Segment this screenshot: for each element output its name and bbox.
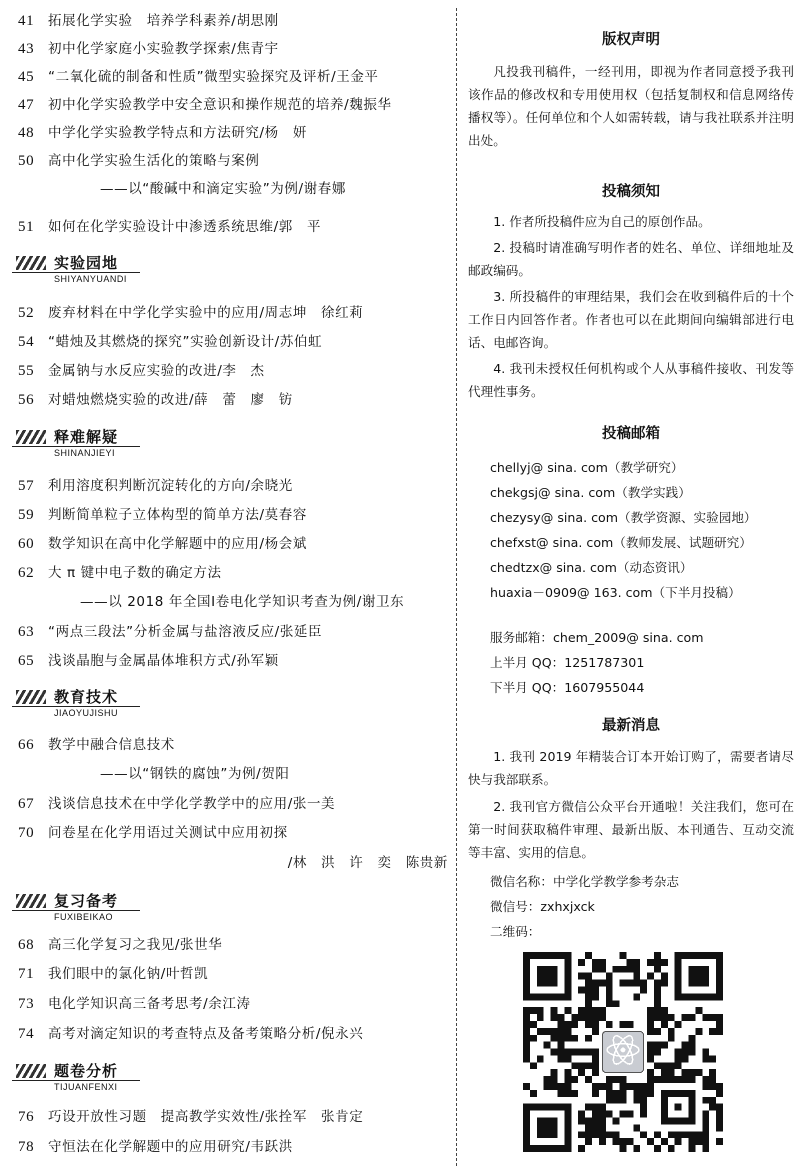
toc-authors: /林 洪 许 奕 陈贵新	[287, 855, 448, 871]
toc-item[interactable]: 73 电化学知识高三备考思考/余江涛	[18, 996, 251, 1012]
news-title: 最新消息	[602, 718, 660, 734]
toc-subtitle: ——以“酸碱中和滴定实验”为例/谢春娜	[100, 181, 346, 197]
qr-label: 二维码：	[490, 924, 541, 939]
toc-item[interactable]: 78 守恒法在化学解题中的应用研究/韦跃洪	[18, 1139, 293, 1155]
qr-code-icon[interactable]	[523, 948, 723, 1156]
toc-item[interactable]: 60 数学知识在高中化学解题中的应用/杨会斌	[18, 536, 307, 552]
toc-item[interactable]: 71 我们眼中的氯化钠/叶哲凯	[18, 966, 209, 982]
stripes-icon	[16, 690, 46, 704]
copyright-text: 凡投我刊稿件，一经刊用，即视为作者同意授予我刊该作品的修改权和专用使用权（包括复制权和信息网络传播权等）。任何单位和个人如需转载，请与我社联系并注明出处。	[468, 64, 794, 148]
section-header-tijuanfenxi: 题卷分析 TIJUANFENXI	[12, 1060, 140, 1094]
service-email[interactable]: 服务邮箱：chem_2009@ sina. com	[490, 630, 704, 645]
wechat-name: 微信名称：中学化学教学参考杂志	[490, 874, 679, 889]
toc-item[interactable]: 62 大 π 键中电子数的确定方法	[18, 565, 222, 581]
section-header-shinanjieyi: 释难解疑 SHINANJIEYI	[12, 426, 140, 460]
notice-title: 投稿须知	[602, 184, 660, 200]
email-link[interactable]: chedtzx@ sina. com（动态资讯）	[490, 560, 693, 575]
toc-item[interactable]: 57 利用溶度积判断沉淀转化的方向/余晓光	[18, 478, 293, 494]
email-link[interactable]: huaxia－0909@ 163. com（下半月投稿）	[490, 585, 741, 600]
toc-item[interactable]: 74 高考对滴定知识的考查特点及备考策略分析/倪永兴	[18, 1026, 364, 1042]
toc-item[interactable]: 43 初中化学家庭小实验教学探索/焦青宇	[18, 41, 279, 57]
toc-item[interactable]: 63 “两点三段法”分析金属与盐溶液反应/张延臣	[18, 624, 323, 640]
stripes-icon	[16, 894, 46, 908]
stripes-icon	[16, 256, 46, 270]
email-title: 投稿邮箱	[602, 426, 660, 442]
toc-item[interactable]: 59 判断简单粒子立体构型的简单方法/莫春容	[18, 507, 307, 523]
toc-item[interactable]: 54 “蜡烛及其燃烧的探究”实验创新设计/苏伯虹	[18, 334, 323, 350]
toc-item[interactable]: 41 拓展化学实验 培养学科素养/胡思刚	[18, 13, 279, 29]
toc-item[interactable]: 45 “二氧化硫的制备和性质”微型实验探究及评析/王金平	[18, 69, 379, 85]
email-link[interactable]: chellyj@ sina. com（教学研究）	[490, 460, 684, 475]
notice-column	[468, 0, 794, 1174]
section-header-fuxibeikao: 复习备考 FUXIBEIKAO	[12, 890, 140, 924]
copyright-title: 版权声明	[602, 32, 660, 48]
section-header-jiaoyujishu: 教育技术 JIAOYUJISHU	[12, 686, 140, 720]
toc-item[interactable]: 70 问卷星在化学用语过关测试中应用初探	[18, 825, 288, 841]
email-link[interactable]: chekgsj@ sina. com（教学实践）	[490, 485, 691, 500]
stripes-icon	[16, 1064, 46, 1078]
notice-item: 1. 作者所投稿件应为自己的原创作品。	[493, 214, 711, 229]
toc-item[interactable]: 52 废弃材料在中学化学实验中的应用/周志坤 徐红莉	[18, 305, 364, 321]
toc-item[interactable]: 48 中学化学实验教学特点和方法研究/杨 妍	[18, 125, 307, 141]
toc-subtitle: ——以 2018 年全国Ⅰ卷电化学知识考查为例/谢卫东	[80, 594, 405, 610]
toc-item[interactable]: 68 高三化学复习之我见/张世华	[18, 937, 223, 953]
toc-item[interactable]: 76 巧设开放性习题 提高教学实效性/张拴军 张肯定	[18, 1109, 364, 1125]
toc-item[interactable]: 47 初中化学实验教学中安全意识和操作规范的培养/魏振华	[18, 97, 392, 113]
stripes-icon	[16, 430, 46, 444]
toc-item[interactable]: 65 浅谈晶胞与金属晶体堆积方式/孙军颖	[18, 653, 279, 669]
toc-item[interactable]: 51 如何在化学实验设计中渗透系统思维/郭 平	[18, 219, 322, 235]
toc-item[interactable]: 55 金属钠与水反应实验的改进/李 杰	[18, 363, 265, 379]
news-item: 2. 我刊官方微信公众平台开通啦！关注我们，您可在第一时间获取稿件审理、最新出版、本刊通告、互动交流等丰富、实用的信息。	[468, 799, 794, 860]
toc-item[interactable]: 66 教学中融合信息技术	[18, 737, 175, 753]
toc-item[interactable]: 56 对蜡烛燃烧实验的改进/薛 蕾 廖 钫	[18, 392, 293, 408]
section-header-shiyanyuandi: 实验园地 SHIYANYUANDI	[12, 252, 140, 286]
email-link[interactable]: chefxst@ sina. com（教师发展、试题研究）	[490, 535, 752, 550]
notice-item: 4. 我刊未授权任何机构或个人从事稿件接收、刊发等代理性事务。	[468, 361, 794, 399]
wechat-id: 微信号：zxhxjxck	[490, 899, 595, 914]
news-item: 1. 我刊 2019 年精装合订本开始订购了，需要者请尽快与我部联系。	[468, 749, 794, 787]
toc-subtitle: ——以“钢铁的腐蚀”为例/贺阳	[100, 766, 290, 782]
notice-item: 3. 所投稿件的审理结果，我们会在收到稿件后的十个工作日内回答作者。作者也可以在此期间向编辑部进行电话、电邮咨询。	[468, 289, 794, 350]
qq-first-half: 上半月 QQ：1251787301	[490, 655, 645, 670]
notice-item: 2. 投稿时请准确写明作者的姓名、单位、详细地址及邮政编码。	[468, 240, 794, 278]
column-divider	[456, 8, 457, 1166]
toc-item[interactable]: 50 高中化学实验生活化的策略与案例	[18, 153, 260, 169]
qq-second-half: 下半月 QQ：1607955044	[490, 680, 645, 695]
email-link[interactable]: chezysy@ sina. com（教学资源、实验园地）	[490, 510, 757, 525]
toc-item[interactable]: 67 浅谈信息技术在中学化学教学中的应用/张一美	[18, 796, 336, 812]
